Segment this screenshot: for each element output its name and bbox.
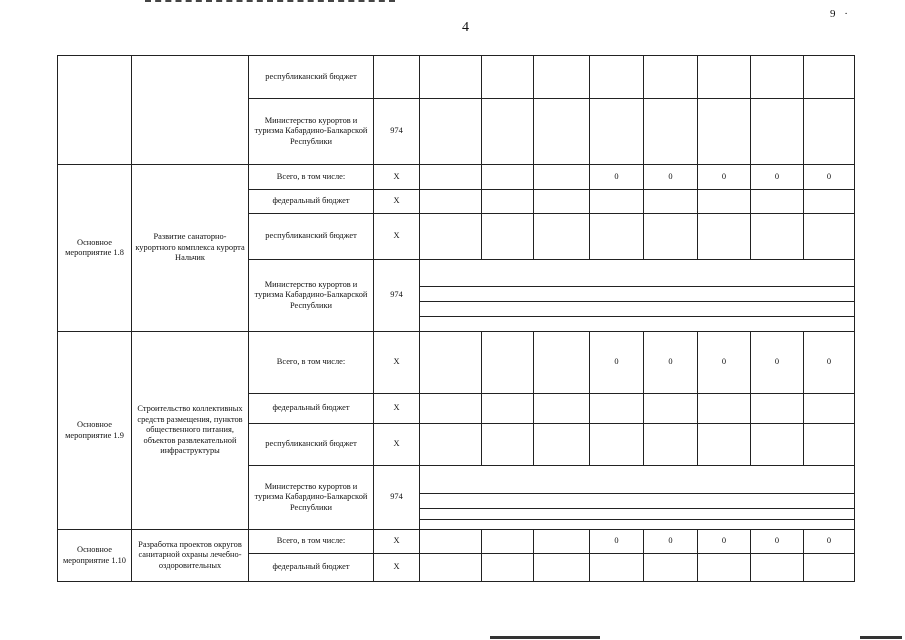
value-cell — [698, 190, 751, 214]
value-cell — [534, 424, 590, 466]
value-cell — [534, 394, 590, 424]
value-cell — [644, 554, 698, 582]
measure-cell: Основное мероприятие 1.10 — [58, 530, 132, 582]
value-cell — [751, 214, 804, 260]
code-cell — [374, 56, 420, 99]
value-cell: 0 — [644, 165, 698, 190]
value-cell — [751, 190, 804, 214]
value-cell — [420, 165, 482, 190]
value-cell: 0 — [590, 165, 644, 190]
value-cell — [482, 190, 534, 214]
value-cell — [804, 56, 855, 99]
value-cell — [420, 56, 482, 99]
value-cell — [751, 424, 804, 466]
value-cell — [698, 554, 751, 582]
value-cell — [698, 99, 751, 165]
source-cell: федеральный бюджет — [249, 554, 374, 582]
value-cell — [534, 56, 590, 99]
value-cell — [482, 554, 534, 582]
code-cell: 974 — [374, 99, 420, 165]
description-cell: Строительство коллективных средств размещения, пунктов общественного питания, объектов развлекательной инфраструктуры — [132, 332, 249, 530]
value-cell — [534, 165, 590, 190]
value-cell — [534, 530, 590, 554]
source-cell: республиканский бюджет — [249, 56, 374, 99]
value-cell: 0 — [644, 530, 698, 554]
value-cell — [534, 214, 590, 260]
code-cell: 974 — [374, 466, 420, 530]
scan-artifact-top — [145, 0, 395, 5]
value-cell — [482, 332, 534, 394]
value-cell — [751, 99, 804, 165]
value-cell — [482, 165, 534, 190]
value-cell — [420, 99, 482, 165]
value-cell — [590, 99, 644, 165]
corner-mark: 9 · — [830, 8, 851, 20]
value-cell — [698, 56, 751, 99]
value-cell: 0 — [644, 332, 698, 394]
source-cell: Министерство курортов и туризма Кабардино-Балкарской Республики — [249, 466, 374, 530]
source-cell: Министерство курортов и туризма Кабардино-Балкарской Республики — [249, 260, 374, 332]
value-cell — [804, 99, 855, 165]
source-cell: Всего, в том числе: — [249, 332, 374, 394]
code-cell: X — [374, 424, 420, 466]
value-cell — [590, 424, 644, 466]
description-cell — [132, 56, 249, 165]
measure-cell: Основное мероприятие 1.8 — [58, 165, 132, 332]
measure-cell: Основное мероприятие 1.9 — [58, 332, 132, 530]
value-cell: 0 — [698, 332, 751, 394]
value-cell — [804, 424, 855, 466]
value-cell — [644, 394, 698, 424]
value-cell — [420, 424, 482, 466]
value-cell — [590, 214, 644, 260]
value-cell: 0 — [751, 530, 804, 554]
value-cell — [534, 99, 590, 165]
value-cell: 0 — [590, 530, 644, 554]
scan-artifact-bottom — [490, 636, 600, 639]
code-cell: X — [374, 332, 420, 394]
value-cell — [420, 214, 482, 260]
budget-table — [57, 55, 855, 582]
table-row — [58, 165, 855, 190]
value-cell — [420, 554, 482, 582]
source-cell: Всего, в том числе: — [249, 165, 374, 190]
value-cell: 0 — [751, 332, 804, 394]
value-cell — [534, 554, 590, 582]
code-cell: X — [374, 190, 420, 214]
value-cell — [698, 424, 751, 466]
value-cell — [482, 99, 534, 165]
code-cell: 974 — [374, 260, 420, 332]
source-cell: федеральный бюджет — [249, 190, 374, 214]
value-cell — [644, 424, 698, 466]
value-cell — [804, 190, 855, 214]
code-cell: X — [374, 554, 420, 582]
value-cell — [482, 394, 534, 424]
description-cell: Развитие санаторно-курортного комплекса курорта Нальчик — [132, 165, 249, 332]
value-cell — [420, 332, 482, 394]
value-cell — [644, 214, 698, 260]
measure-cell — [58, 56, 132, 165]
value-cell — [420, 530, 482, 554]
value-cell — [644, 56, 698, 99]
table-row — [58, 332, 855, 394]
value-cell — [698, 214, 751, 260]
value-cell — [534, 190, 590, 214]
source-cell: Министерство курортов и туризма Кабардино-Балкарской Республики — [249, 99, 374, 165]
source-cell: республиканский бюджет — [249, 214, 374, 260]
value-cell — [644, 190, 698, 214]
value-cell: 0 — [751, 165, 804, 190]
scan-artifact-bottom — [860, 636, 902, 639]
value-cell — [751, 56, 804, 99]
value-cell — [698, 394, 751, 424]
value-cell — [482, 424, 534, 466]
value-cell — [804, 394, 855, 424]
value-cell — [751, 554, 804, 582]
source-cell: федеральный бюджет — [249, 394, 374, 424]
code-cell: X — [374, 165, 420, 190]
value-cell — [590, 190, 644, 214]
value-cell — [482, 214, 534, 260]
value-cell: 0 — [698, 530, 751, 554]
value-cell: 0 — [590, 332, 644, 394]
value-cell — [590, 394, 644, 424]
value-cell — [420, 394, 482, 424]
code-cell: X — [374, 214, 420, 260]
value-cell — [420, 190, 482, 214]
source-cell: Всего, в том числе: — [249, 530, 374, 554]
value-cell: 0 — [804, 332, 855, 394]
page-number: 4 — [462, 20, 469, 35]
value-cell — [590, 56, 644, 99]
value-cell — [482, 530, 534, 554]
value-cell — [644, 99, 698, 165]
value-cell — [534, 332, 590, 394]
table-row — [58, 530, 855, 554]
sub-lines-cell — [420, 260, 855, 332]
value-cell: 0 — [804, 530, 855, 554]
description-cell: Разработка проектов округов санитарной охраны лечебно-оздоровительных — [132, 530, 249, 582]
value-cell: 0 — [804, 165, 855, 190]
value-cell — [590, 554, 644, 582]
code-cell: X — [374, 394, 420, 424]
sub-lines-cell — [420, 466, 855, 530]
value-cell: 0 — [698, 165, 751, 190]
code-cell: X — [374, 530, 420, 554]
table-row — [58, 56, 855, 99]
value-cell — [804, 214, 855, 260]
value-cell — [751, 394, 804, 424]
value-cell — [804, 554, 855, 582]
source-cell: республиканский бюджет — [249, 424, 374, 466]
value-cell — [482, 56, 534, 99]
